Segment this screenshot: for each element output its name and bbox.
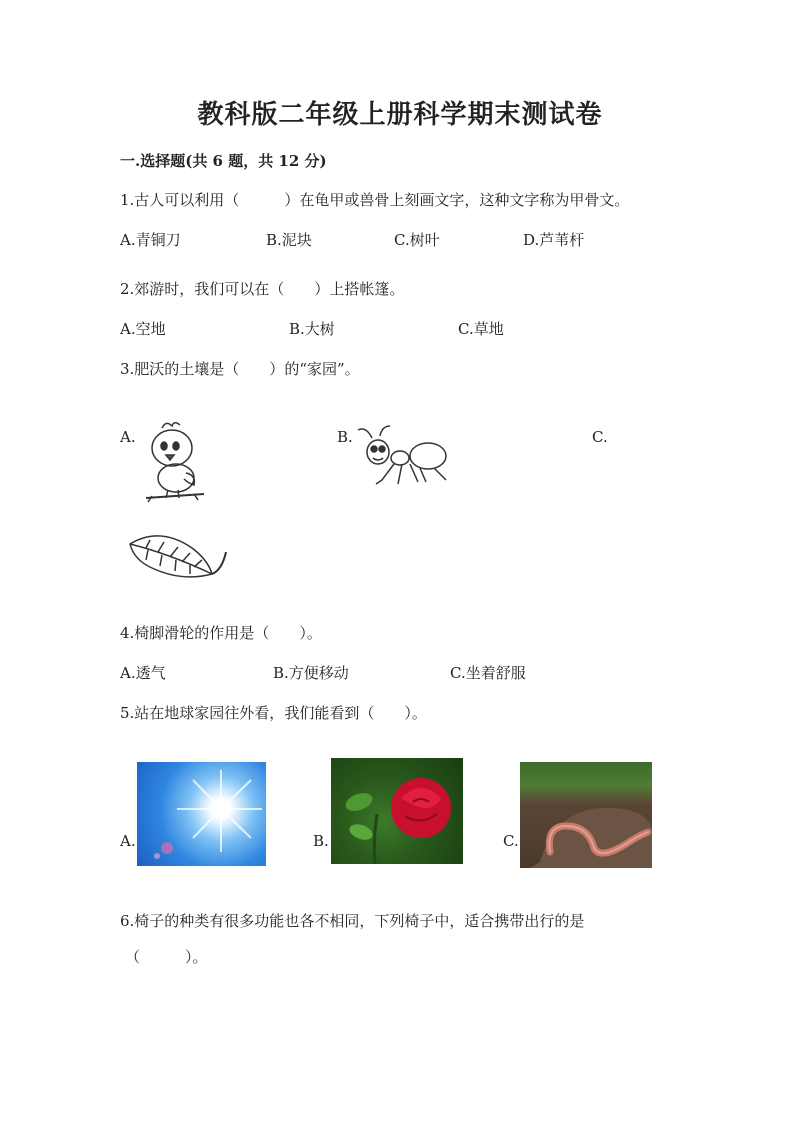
q2-option-a[interactable]: A.空地: [120, 320, 166, 338]
page-title: 教科版二年级上册科学期末测试卷: [197, 100, 603, 130]
q5-option-b[interactable]: B.: [313, 832, 329, 850]
rose-photo-icon[interactable]: [331, 758, 463, 864]
q3-option-a[interactable]: A.: [120, 428, 136, 446]
q5-option-a[interactable]: A.: [120, 832, 136, 850]
q1-option-c[interactable]: C.树叶: [394, 231, 440, 249]
q4-option-b[interactable]: B.方便移动: [273, 664, 349, 682]
q2-option-c[interactable]: C.草地: [458, 320, 504, 338]
q1-option-a[interactable]: A.青铜刀: [120, 231, 181, 249]
q5-option-c[interactable]: C.: [503, 832, 519, 850]
q3-option-b[interactable]: B.: [337, 428, 353, 446]
section-heading: 一.选择题(共 6 题，共 12 分): [120, 152, 327, 170]
chick-drawing-icon[interactable]: [138, 418, 208, 508]
q3-option-c[interactable]: C.: [592, 428, 608, 446]
q2-option-b[interactable]: B.大树: [289, 320, 335, 338]
question-6-continuation: （ ）。: [125, 948, 208, 966]
q1-option-b[interactable]: B.泥块: [266, 231, 312, 249]
question-5-text: 5.站在地球家园往外看，我们能看到（ ）。: [120, 704, 427, 722]
q4-option-a[interactable]: A.透气: [120, 664, 166, 682]
earthworm-photo-icon[interactable]: [520, 762, 652, 868]
sun-photo-icon[interactable]: [137, 762, 266, 866]
leaf-drawing-icon[interactable]: [126, 528, 230, 586]
question-4-text: 4.椅脚滑轮的作用是（ ）。: [120, 624, 322, 642]
question-3-text: 3.肥沃的土壤是（ ）的“家园”。: [120, 360, 360, 378]
question-6-text: 6.椅子的种类有很多功能也各不相同，下列椅子中，适合携带出行的是: [120, 912, 585, 930]
question-2-text: 2.郊游时，我们可以在（ ）上搭帐篷。: [120, 280, 405, 298]
ant-drawing-icon[interactable]: [354, 424, 454, 494]
question-1-text: 1.古人可以利用（ ）在龟甲或兽骨上刻画文字，这种文字称为甲骨文。: [120, 191, 630, 209]
q4-option-c[interactable]: C.坐着舒服: [450, 664, 526, 682]
q1-option-d[interactable]: D.芦苇杆: [523, 231, 585, 249]
